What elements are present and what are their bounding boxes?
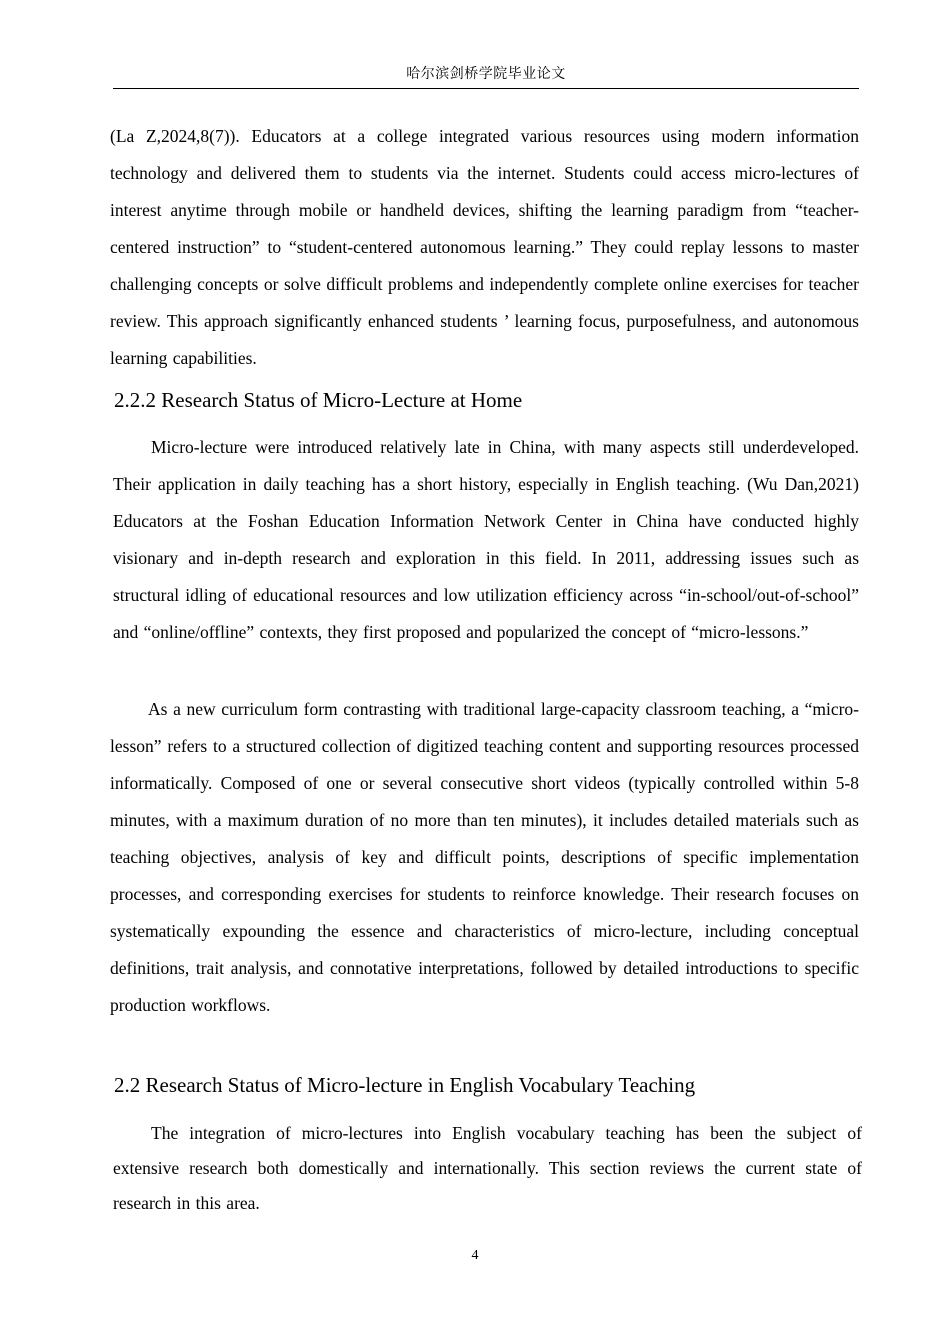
header-divider — [113, 88, 859, 89]
body-paragraph-1: (La Z,2024,8(7)). Educators at a college integrated various resources using modern information technology and delivered them to students via the internet. Students could access micro-lectures of interest anytime through mobile or handheld devices, shifting the learning paradigm from “teacher-centered instruction” to “student-centered autonomous learning.” They could replay lessons to master challenging concepts or solve difficult problems and independently complete online exercises for teacher review. This approach significantly enhanced students ’ learning focus, purposefulness, and autonomous learning capabilities. — [110, 126, 859, 368]
body-paragraph-2: Micro-lecture were introduced relatively late in China, with many aspects still underdeveloped. Their application in daily teaching has a short history, especially in English teaching. (Wu Dan,2021) Educators at the Foshan Education Information Network Center in China have conducted highly visionary and in-depth research and exploration in this field. In 2011, addressing issues such as structural idling of educational resources and low utilization efficiency across “in-school/out-of-school” and “online/offline” contexts, they first proposed and popularized the concept of “micro-lessons.” — [113, 437, 859, 642]
body-paragraph-3: As a new curriculum form contrasting with traditional large-capacity classroom teaching, a “micro-lesson” refers to a structured collection of digitized teaching content and supporting resources processed informatically. Composed of one or several consecutive short videos (typically controlled within 5-8 minutes, with a maximum duration of no more than ten minutes), it includes detailed materials such as teaching objectives, analysis of key and difficult points, descriptions of specific implementation processes, and corresponding exercises for students to reinforce knowledge. Their research focuses on systematically expounding the essence and characteristics of micro-lecture, including conceptual definitions, trait analysis, and connotative interpretations, followed by detailed introductions to specific production workflows. — [110, 699, 859, 1015]
page-number: 4 — [471, 1248, 479, 1263]
section-heading-2-2-2: 2.2.2 Research Status of Micro-Lecture at Home — [114, 388, 523, 412]
page-header: 哈尔滨剑桥学院毕业论文 — [406, 67, 566, 82]
section-heading-2-2: 2.2 Research Status of Micro-lecture in English Vocabulary Teaching — [114, 1073, 696, 1097]
body-paragraph-4: The integration of micro-lectures into English vocabulary teaching has been the subject of extensive research both domestically and internationally. This section reviews the current state of research in this area. — [113, 1123, 862, 1213]
